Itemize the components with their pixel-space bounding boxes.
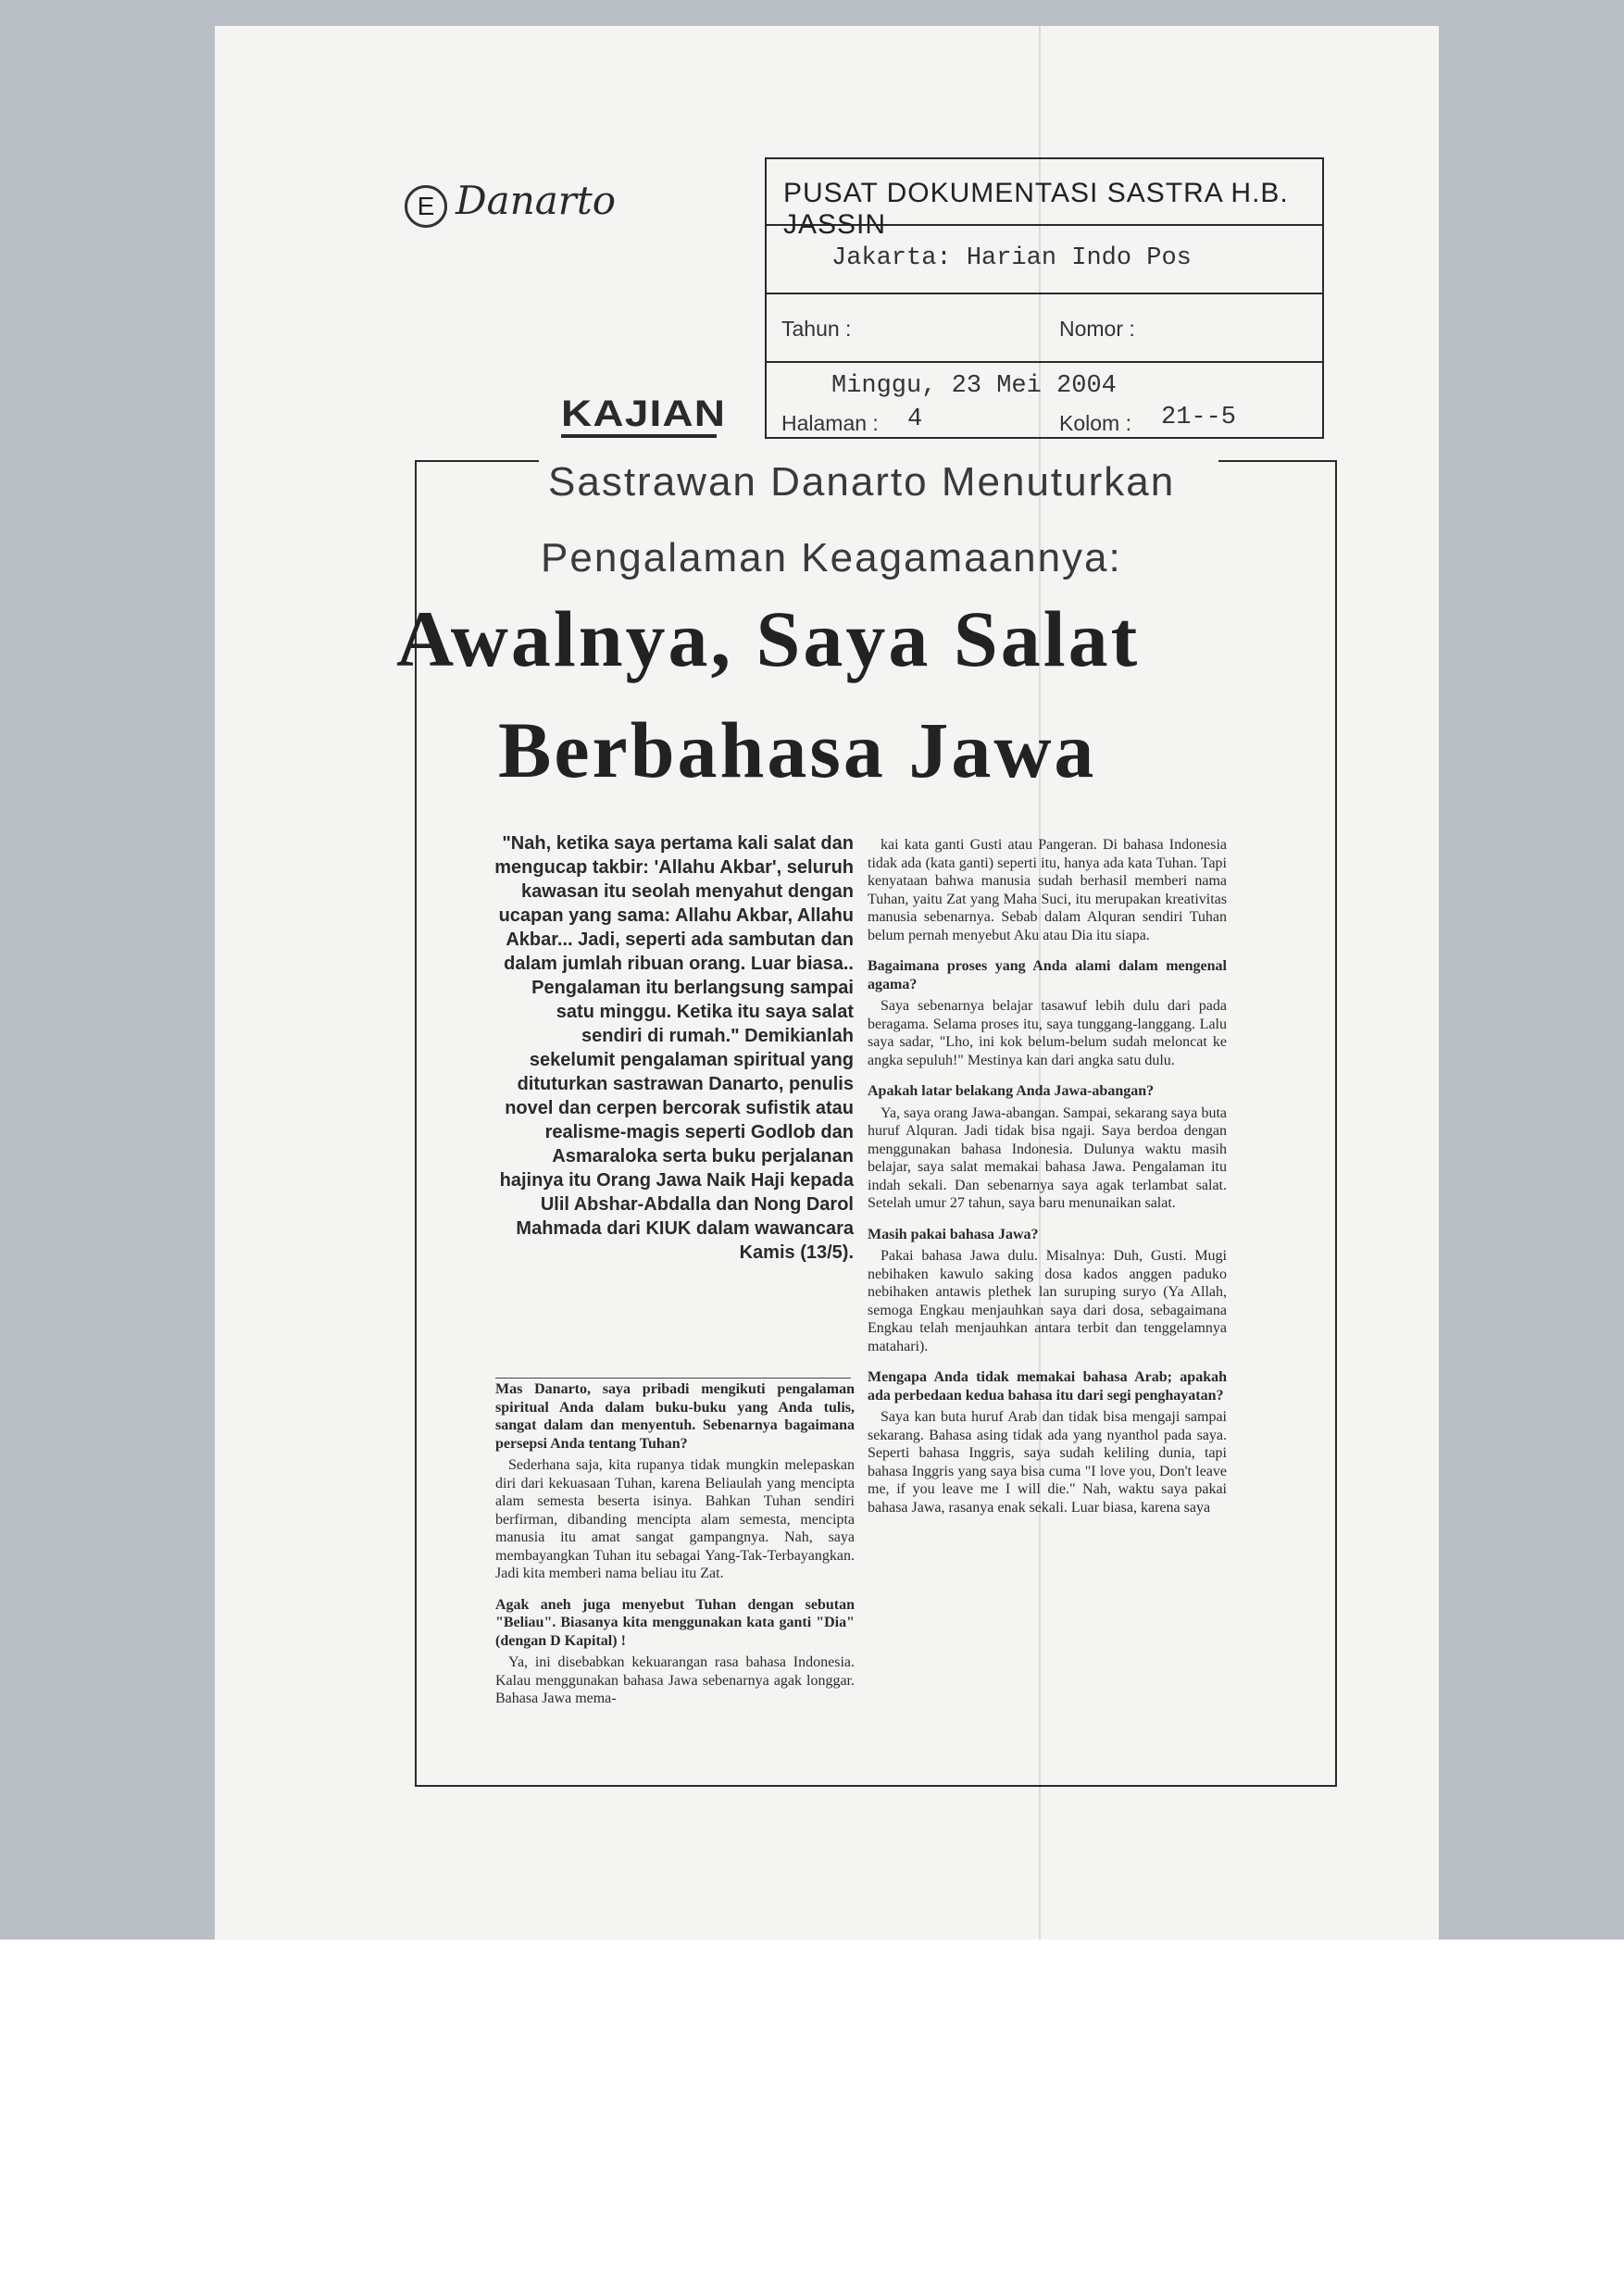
publication-line [831,244,1192,272]
publication-row [767,226,1322,294]
page-value: 4 [907,406,923,433]
city-label: Jakarta: [831,244,952,272]
handwritten-tag-name: Danarto [456,178,617,223]
article-lead: "Nah, ketika saya pertama kali salat dan mengucap takbir: 'Allahu Akbar', seluruh kawasan itu seolah menyahut dengan ucapan yang sama: Allahu Akbar, Allahu Akbar... Jadi, seperti ada sambutan dan dalam jumlah ribuan orang. Luar biasa.. Pengalaman itu berlangsung sampai satu minggu. Ketika itu saya salat sendiri di rumah." Demikianlah sekelumit pengalaman spiritual yang dituturkan sastrawan Danarto, penulis novel dan cerpen bercorak sufistik atau realisme-magis seperti Godlob dan Asmaraloka serta buku perjalanan hajinya itu Orang Jawa Naik Haji kepada Ulil Abshar-Abdalla dan Nong Darol Mahmada dari KIUK dalam wawancara Kamis (13/5). [494,833,854,1263]
page-label: Halaman : [781,411,879,435]
frame-line [415,460,539,462]
kicker-line-2: Pengalaman Keagamaannya: [541,535,1122,580]
article-column-left [495,1380,855,1712]
archive-name: PUSAT DOKUMENTASI SASTRA H.B. JASSIN [783,178,1289,240]
archive-header-box [765,157,1324,439]
lead-divider [495,1378,851,1379]
interview-answer: Ya, ini disebabkan kekuarangan rasa bahasa Indonesia. Kalau menggunakan bahasa Jawa sebenarnya agak longgar. Bahasa Jawa mema- [495,1654,855,1706]
frame-line [415,1785,1337,1787]
archive-name-row [767,159,1322,240]
number-label: Nomor : [1059,317,1135,341]
frame-line [1218,460,1337,462]
interview-question: Mas Danarto, saya pribadi mengikuti pengalaman spiritual Anda dalam buku-buku yang Anda tulis, sangat dalam dan menyentuh. Sebenarnya bagaimana persepsi Anda tentang Tuhan? [495,1381,855,1452]
headline-line-1: Awalnya, Saya Salat [396,594,1141,683]
interview-answer: Ya, saya orang Jawa-abangan. Sampai, sekarang saya buta huruf Alquran. Jadi tidak bisa ngaji. Saya berdoa dengan menggunakan bahasa Indonesia. Dulunya waktu masih belajar, saya salat memakai bahasa Jawa. Pengalaman itu indah sekali. Dan sebenarnya saya agak terlambat salat. Setelah umur 27 tahun, saya baru menunaikan salat. [868,1104,1227,1211]
publication-name: Harian Indo Pos [966,244,1192,272]
interview-answer: Saya sebenarnya belajar tasawuf lebih dulu dari pada beragama. Selama proses itu, saya tunggang-langgang. Lalu saya sadar, "Lho, ini kok belum-belum sudah meloncat ke angka sepuluh!" Mestinya kan dari angka satu dulu. [868,998,1227,1068]
interview-question: Agak aneh juga menyebut Tuhan dengan sebutan "Beliau". Biasanya kita menggunakan kata ganti "Dia" (dengan D Kapital) ! [495,1596,855,1649]
column-label: Kolom : [1059,411,1131,435]
interview-answer: Sederhana saja, kita rupanya tidak mungkin melepaskan diri dari kekuasaan Tuhan, karena Beliaulah yang mencipta alam semesta beserta isinya. Bahkan Tuhan sendiri berfirman, dibanding mencipta alam semesta, mencipta manusia itu amat sangat gampangnya. Nah, saya membayangkan Tuhan itu sebagai Yang-Tak-Terbayangkan. Jadi kita memberi nama beliau itu Zat. [495,1457,855,1581]
handwritten-tag-letter: E [405,185,447,228]
column-value: 21--5 [1161,404,1237,431]
rubric-underline [561,434,717,438]
kicker-line-1: Sastrawan Danarto Menuturkan [548,459,1176,505]
rubric-label: KAJIAN [561,393,727,434]
interview-question: Mengapa Anda tidak memakai bahasa Arab; apakah ada perbedaan kedua bahasa itu dari segi penghayatan? [868,1369,1227,1404]
interview-answer: Saya kan buta huruf Arab dan tidak bisa mengaji sampai sekarang. Bahasa asing tidak ada yang nyanthol pada saya. Seperti bahasa Inggris, saya sudah keliling dunia, tapi bahasa Inggris yang saya bisa cuma "I love you, Don't leave me, if you leave me I will die." Nah, waktu saya pakai bahasa Jawa, rasanya enak sekali. Luar biasa, karena saya [868,1409,1227,1516]
year-label: Tahun : [781,317,852,341]
interview-answer: Pakai bahasa Jawa dulu. Misalnya: Duh, Gusti. Mugi nebihaken kawulo saking dosa kados anggen paduko nebihaken antawis plethek lan suruping suryo (Ya Allah, semoga Engkau menjauhkan saya dari dosa, sebagaimana Engkau telah menjauhkan antara terbit dan tenggelamnya matahari). [868,1248,1227,1354]
interview-question: Masih pakai bahasa Jawa? [868,1226,1039,1242]
year-number-row [767,294,1322,363]
date-page-row [767,363,1322,441]
interview-question: Bagaimana proses yang Anda alami dalam mengenal agama? [868,958,1227,992]
article-column-right [868,836,1227,1520]
interview-answer: kai kata ganti Gusti atau Pangeran. Di bahasa Indonesia tidak ada (kata ganti) seperti itu, hanya ada kata Tuhan. Tapi kenyataan bahwa manusia sudah berhasil memberi nama Tuhan, yaitu Zat yang Maha Suci, itu merupakan kreativitas manusia sebenarnya. Sebab dalam Alquran sendiri Tuhan belum pernah menyebut Aku atau Dia itu siapa. [868,837,1227,943]
interview-question: Apakah latar belakang Anda Jawa-abangan? [868,1083,1155,1099]
frame-line [1335,460,1337,1787]
issue-date: Minggu, 23 Mei 2004 [831,372,1117,400]
headline-line-2: Berbahasa Jawa [498,705,1097,794]
